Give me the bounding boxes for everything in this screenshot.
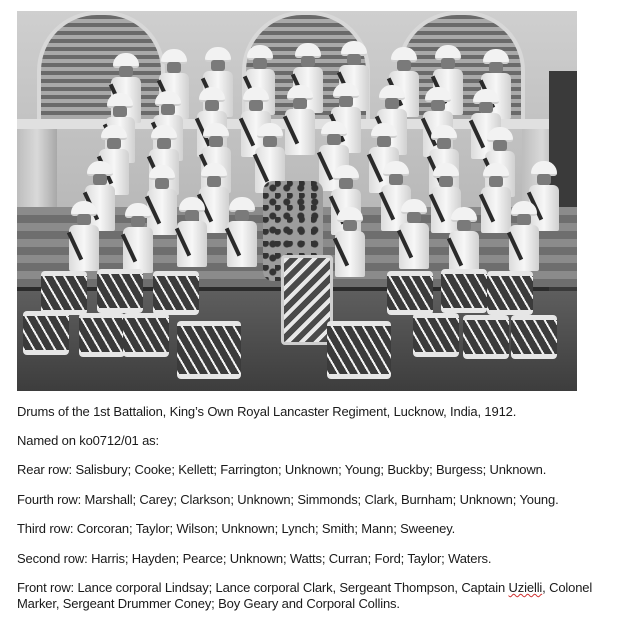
rear-row-names: Rear row: Salisbury; Cooke; Kellett; Farrington; Unknown; Young; Buckby; Burgess; Unknown.: [17, 462, 547, 477]
soldier: [283, 85, 317, 155]
drum: [327, 317, 391, 371]
drum: [441, 265, 487, 305]
drum: [177, 317, 241, 371]
drum: [153, 267, 199, 307]
drum: [97, 265, 143, 305]
front-row-text-a: Front row: Lance corporal Lindsay; Lance corporal Clark, Sergeant Thompson, Captain: [17, 580, 509, 595]
front-row-text-b: , Colonel Marker, Sergeant Drummer Coney; Boy Geary and Corporal Collins.: [17, 580, 593, 611]
soldier: [225, 197, 259, 267]
drum: [23, 307, 69, 347]
second-row-names: Second row: Harris; Hayden; Pearce; Unknown; Watts; Curran; Ford; Taylor; Waters.: [17, 551, 492, 566]
soldier: [67, 201, 101, 271]
drum: [511, 311, 557, 351]
soldier: [175, 197, 209, 267]
caption-title: Drums of the 1st Battalion, King’s Own Royal Lancaster Regiment, Lucknow, India, 1912.: [17, 404, 517, 419]
drum: [463, 311, 509, 351]
drum: [123, 309, 169, 349]
spellcheck-flagged-word[interactable]: Uzielli: [508, 580, 543, 595]
drum: [41, 267, 87, 307]
drum: [387, 267, 433, 307]
soldier: [333, 207, 367, 277]
bass-drum: [281, 255, 333, 345]
drum: [487, 267, 533, 307]
drum: [79, 309, 125, 349]
soldier: [397, 199, 431, 269]
fourth-row-names: Fourth row: Marshall; Carey; Clarkson; Unknown; Simmonds; Clark, Burnham; Unknown; Young.: [17, 492, 559, 507]
regiment-photograph: [17, 11, 577, 391]
third-row-names: Third row: Corcoran; Taylor; Wilson; Unknown; Lynch; Smith; Mann; Sweeney.: [17, 521, 456, 536]
drum: [413, 309, 459, 349]
soldier: [121, 203, 155, 273]
caption-source: Named on ko0712/01 as:: [17, 433, 159, 448]
soldier: [507, 201, 541, 271]
front-row-names: [17, 580, 623, 612]
louvred-arch: [37, 11, 165, 125]
